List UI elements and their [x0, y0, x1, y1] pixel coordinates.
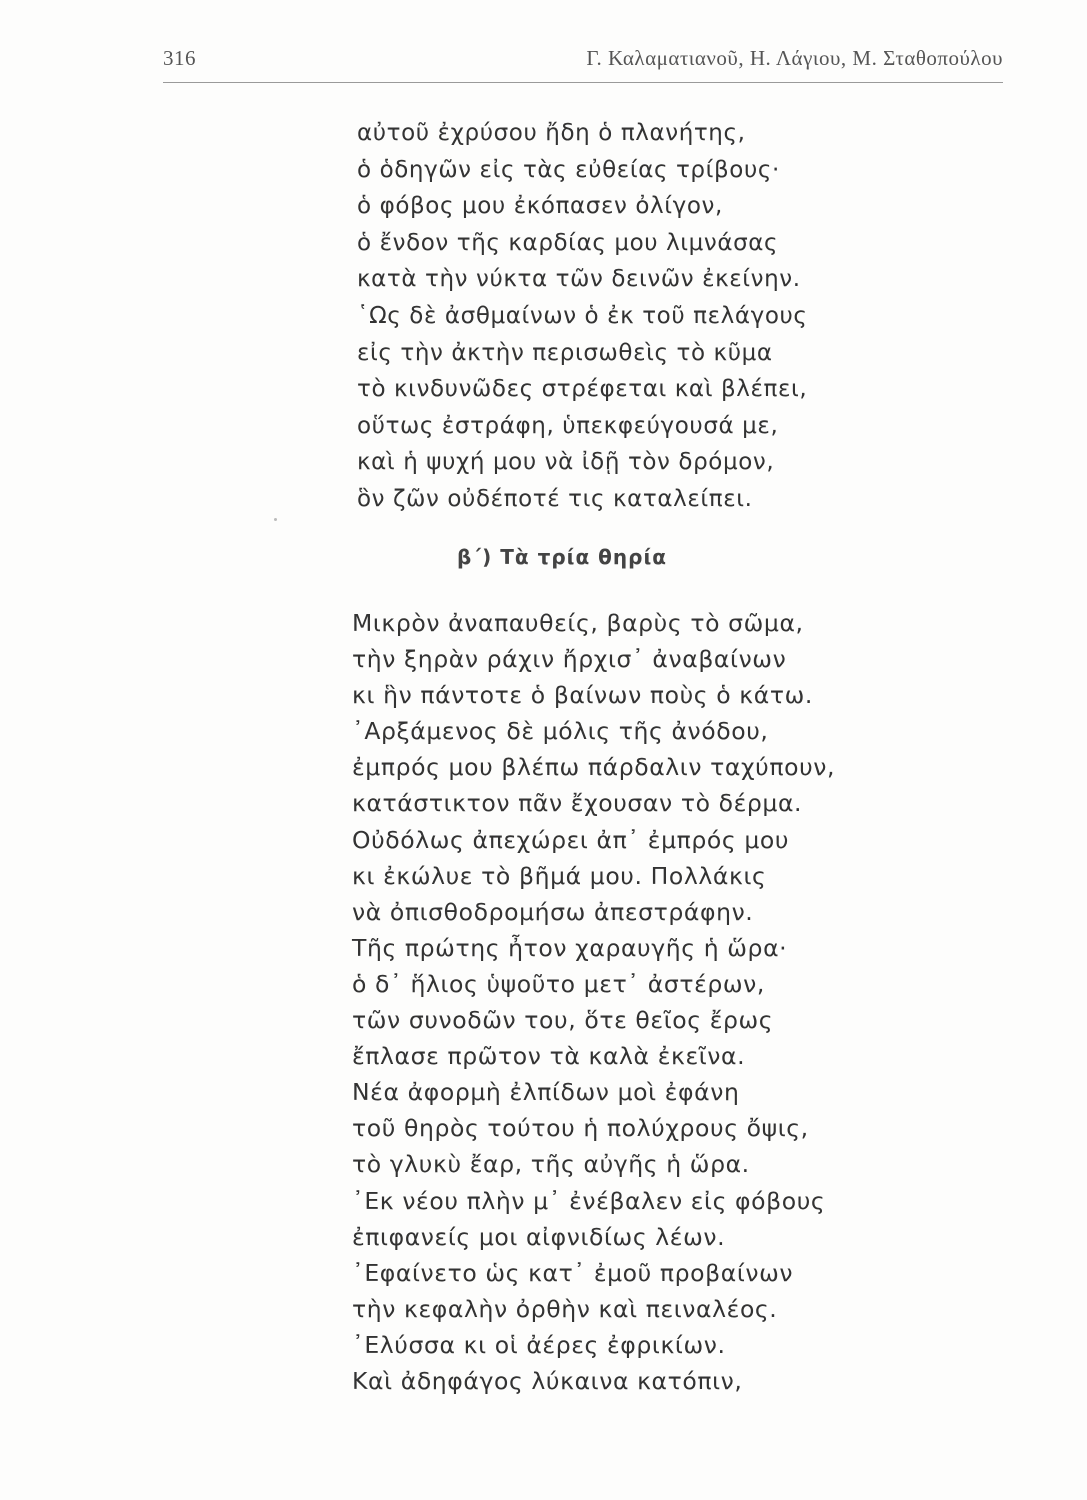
poem-line: τὴν κεφαλὴν ὀρθὴν καὶ πειναλέος. — [352, 1294, 778, 1323]
poem-line: καὶ ἡ ψυχή μου νὰ ἰδῇ τὸν δρόμον, — [357, 449, 775, 476]
print-speck — [274, 518, 277, 521]
poem-line: Νέα ἀφορμὴ ἐλπίδων μοὶ ἐφάνη — [352, 1078, 740, 1107]
poem-line: κι ἣν πάντοτε ὁ βαίνων ποὺς ὁ κάτω. — [352, 681, 813, 710]
header-rule — [163, 82, 1003, 83]
poem-line: οὕτως ἐστράφη, ὑπεκφεύγουσά με, — [357, 412, 779, 439]
poem-line: κατάστικτον πᾶν ἔχουσαν τὸ δέρμα. — [352, 789, 803, 818]
poem-stanza-b — [352, 605, 835, 1399]
poem-line: ᾽Ελύσσα κι οἱ ἀέρες ἐφρικίων. — [352, 1330, 726, 1359]
section-heading: β΄) Τὰ τρία θηρία — [457, 545, 667, 569]
poem-line: ἔπλασε πρῶτον τὰ καλὰ ἐκεῖνα. — [352, 1042, 746, 1071]
poem-line: ὃν ζῶν οὐδέποτέ τις καταλείπει. — [357, 485, 753, 512]
poem-line: τὸ γλυκὺ ἔαρ, τῆς αὐγῆς ἡ ὥρα. — [352, 1150, 750, 1179]
page-number: 316 — [163, 46, 196, 70]
poem-line: ὁ φόβος μου ἐκόπασεν ὀλίγον, — [357, 193, 723, 220]
poem-line: ὁ δ᾽ ἥλιος ὑψοῦτο μετ᾽ ἀστέρων, — [352, 969, 765, 998]
poem-line: ῾Ως δὲ ἀσθμαίνων ὁ ἐκ τοῦ πελάγους — [357, 302, 808, 329]
poem-line: Καὶ ἀδηφάγος λύκαινα κατόπιν, — [352, 1366, 743, 1395]
poem-line: αὐτοῦ ἐχρύσου ἤδη ὁ πλανήτης, — [357, 120, 746, 146]
poem-line: ὁ ἔνδον τῆς καρδίας μου λιμνάσας — [357, 229, 779, 256]
poem-line: τῶν συνοδῶν του, ὅτε θεῖος ἔρως — [352, 1006, 774, 1035]
running-head — [163, 46, 1003, 82]
poem-line: εἰς τὴν ἀκτὴν περισωθεὶς τὸ κῦμα — [357, 339, 773, 366]
poem-line: Μικρὸν ἀναπαυθείς, βαρὺς τὸ σῶμα, — [352, 609, 804, 637]
poem-line: Τῆς πρώτης ἦτον χαραυγῆς ἡ ὥρα· — [352, 933, 788, 962]
poem-line: Οὐδόλως ἀπεχώρει ἀπ᾽ ἐμπρός μου — [352, 825, 790, 854]
poem-line: ἐπιφανείς μοι αἰφνιδίως λέων. — [352, 1222, 726, 1251]
poem-line: τὴν ξηρὰν ράχιν ἤρχισ᾽ ἀναβαίνων — [352, 645, 787, 674]
poem-line: ἐμπρός μου βλέπω πάρδαλιν ταχύπουν, — [352, 753, 836, 782]
poem-line: κι ἐκώλυε τὸ βῆμά μου. Πολλάκις — [352, 861, 767, 890]
poem-line: κατὰ τὴν νύκτα τῶν δεινῶν ἐκείνην. — [357, 266, 801, 293]
poem-line: τὸ κινδυνῶδες στρέφεται καὶ βλέπει, — [357, 376, 808, 403]
poem-stanza-a — [357, 115, 808, 518]
poem-line: ᾽Εφαίνετο ὡς κατ᾽ ἐμοῦ προβαίνων — [352, 1258, 794, 1287]
poem-line: νὰ ὀπισθοδρομήσω ἀπεστράφην. — [352, 897, 754, 926]
poem-line: ᾽Εκ νέου πλὴν μ᾽ ἐνέβαλεν εἰς φόβους — [352, 1186, 826, 1215]
poem-line: ᾽Αρξάμενος δὲ μόλις τῆς ἀνόδου, — [352, 717, 769, 746]
poem-line: ὁ ὁδηγῶν εἰς τὰς εὐθείας τρίβους· — [357, 156, 780, 183]
poem-line: τοῦ θηρὸς τούτου ἡ πολύχρους ὄψις, — [352, 1114, 809, 1143]
author-line: Γ. Καλαματιανοῦ, Η. Λάγιου, Μ. Σταθοπούλου — [586, 46, 1003, 70]
